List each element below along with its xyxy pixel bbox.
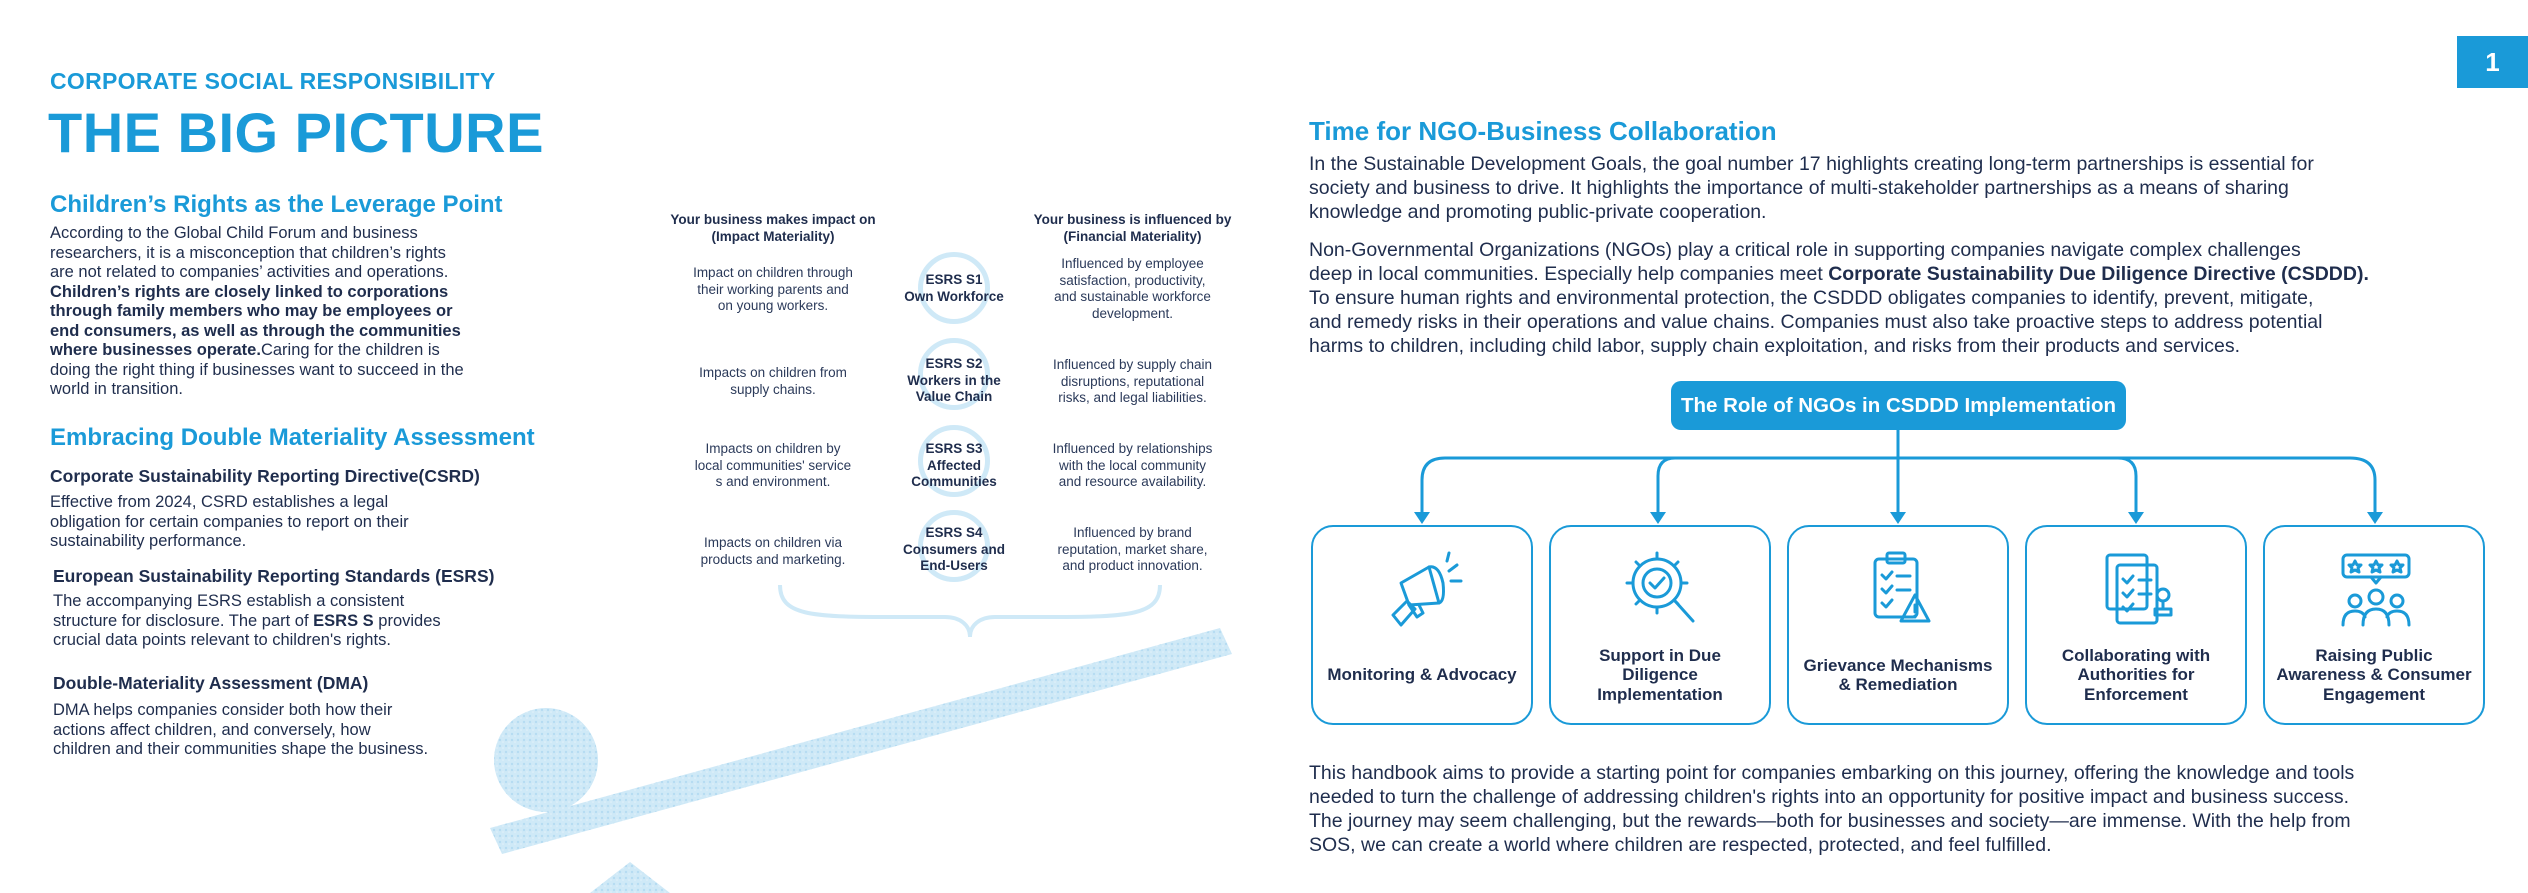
handbook-closing-paragraph: This handbook aims to provide a starting point for companies embarking on this journey, offering the knowledge and tools needed to turn the challenge of addressing children's rights into an opportunity for positive impact and business success. The journey may seem challenging, but the rewards—both for businesses and society—are immense. With the help from SOS, we can create a world where children are respected, protected, and feel fulfilled. <box>1309 762 2355 856</box>
documents-stamp-icon <box>2093 545 2183 635</box>
ngo-role-title: The Role of NGOs in CSDDD Implementation <box>1671 381 2126 430</box>
card-monitoring-advocacy <box>1311 525 1533 725</box>
seesaw-ball <box>494 708 598 812</box>
materiality-brace <box>770 575 1170 645</box>
financial-text-s1: Influenced by employee satisfaction, productivity, and sustainable workforce development. <box>1054 256 1211 321</box>
section-kicker: CORPORATE SOCIAL RESPONSIBILITY <box>50 68 496 94</box>
csrd-heading: Corporate Sustainability Reporting Directive(CSRD) <box>50 466 480 486</box>
financial-text-s2: Influenced by supply chain disruptions, reputational risks, and legal liabilities. <box>1052 357 1213 405</box>
card-label: Grievance Mechanisms & Remediation <box>1803 655 1993 694</box>
people-rating-icon <box>2331 545 2421 635</box>
double-materiality-heading: Embracing Double Materiality Assessment <box>50 424 535 451</box>
dma-heading: Double-Materiality Assessment (DMA) <box>53 673 369 693</box>
card-label: Raising Public Awareness & Consumer Engagement <box>2276 645 2472 704</box>
dma-paragraph: DMA helps companies consider both how their actions affect children, and conversely, how children and their communities shape the business. <box>53 701 429 758</box>
card-label: Collaborating with Authorities for Enforcement <box>2061 645 2211 704</box>
esrs-s3-label: ESRS S3 Affected Communities <box>911 441 997 489</box>
card-label: Support in Due Diligence Implementation <box>1597 645 1723 704</box>
esrs-paragraph: The accompanying ESRS establish a consistent structure for disclosure. The part of ESRS S provides crucial data points relevant to children's rights. <box>53 592 441 649</box>
financial-text-s4: Influenced by brand reputation, market share, and product innovation. <box>1057 525 1208 573</box>
card-grievance-mechanisms <box>1787 525 2009 725</box>
ngo-collaboration-heading: Time for NGO-Business Collaboration <box>1309 116 1777 146</box>
card-label: Monitoring & Advocacy <box>1327 665 1517 685</box>
financial-text-s3: Influenced by relationships with the local community and resource availability. <box>1052 441 1213 489</box>
page-title: THE BIG PICTURE <box>48 101 544 164</box>
page-number-badge: 1 <box>2457 36 2528 88</box>
sdg-paragraph: In the Sustainable Development Goals, the goal number 17 highlights creating long-term partnerships is essential for society and business to drive. It highlights the importance of multi-stakeholder partnerships as a means of sharing knowledge and promoting public-private cooperation. <box>1309 153 2314 223</box>
card-collaborating-authorities <box>2025 525 2247 725</box>
esrs-s2-label: ESRS S2 Workers in the Value Chain <box>907 356 1001 404</box>
impact-text-s3: Impacts on children by local communities' service s and environment. <box>694 441 852 489</box>
csddd-paragraph: Non-Governmental Organizations (NGOs) play a critical role in supporting companies navigate complex challenges deep in local communities. Especially help companies meet Corporate Sustainability Due Diligence Directive (CSDDD). To ensure human rights and environmental protection, the CSDDD obligates companies to identify, prevent, mitigate, and remedy risks in their operations and value chains. Companies must also take proactive steps to address potential harms to children, including child labor, supply chain exploitation, and risks from their products and services. <box>1309 239 2369 357</box>
childrens-rights-paragraph: According to the Global Child Forum and business researchers, it is a misconception that children’s rights are not related to companies’ activities and operations. Children’s rights are closely linked to corporations through family members who may be employees or end consumers, as well as through the communities where businesses operate.Caring for the children is doing the right thing if businesses want to succeed in the world in transition. <box>50 224 464 398</box>
card-public-awareness <box>2263 525 2485 725</box>
financial-materiality-heading: Your business is influenced by (Financial Materiality) <box>1033 212 1232 244</box>
megaphone-icon <box>1379 545 1469 635</box>
gear-check-search-icon <box>1617 545 1707 635</box>
childrens-rights-heading: Children’s Rights as the Leverage Point <box>50 191 503 218</box>
clipboard-warning-icon <box>1855 545 1945 635</box>
impact-text-s4: Impacts on children via products and marketing. <box>700 535 846 567</box>
csrd-paragraph: Effective from 2024, CSRD establishes a legal obligation for certain companies to report on their sustainability performance. <box>50 493 409 550</box>
esrs-s4-label: ESRS S4 Consumers and End-Users <box>902 525 1006 573</box>
role-connector-arrows <box>1400 428 2400 528</box>
esrs-s1-label: ESRS S1 Own Workforce <box>904 272 1004 304</box>
impact-text-s1: Impact on children through their working parents and on young workers. <box>693 265 853 313</box>
impact-materiality-heading: Your business makes impact on (Impact Materiality) <box>670 212 876 244</box>
card-due-diligence-support <box>1549 525 1771 725</box>
seesaw-fulcrum <box>590 862 670 893</box>
esrs-heading: European Sustainability Reporting Standards (ESRS) <box>53 566 495 586</box>
seesaw-plank <box>490 628 1232 854</box>
impact-text-s2: Impacts on children from supply chains. <box>699 365 847 397</box>
